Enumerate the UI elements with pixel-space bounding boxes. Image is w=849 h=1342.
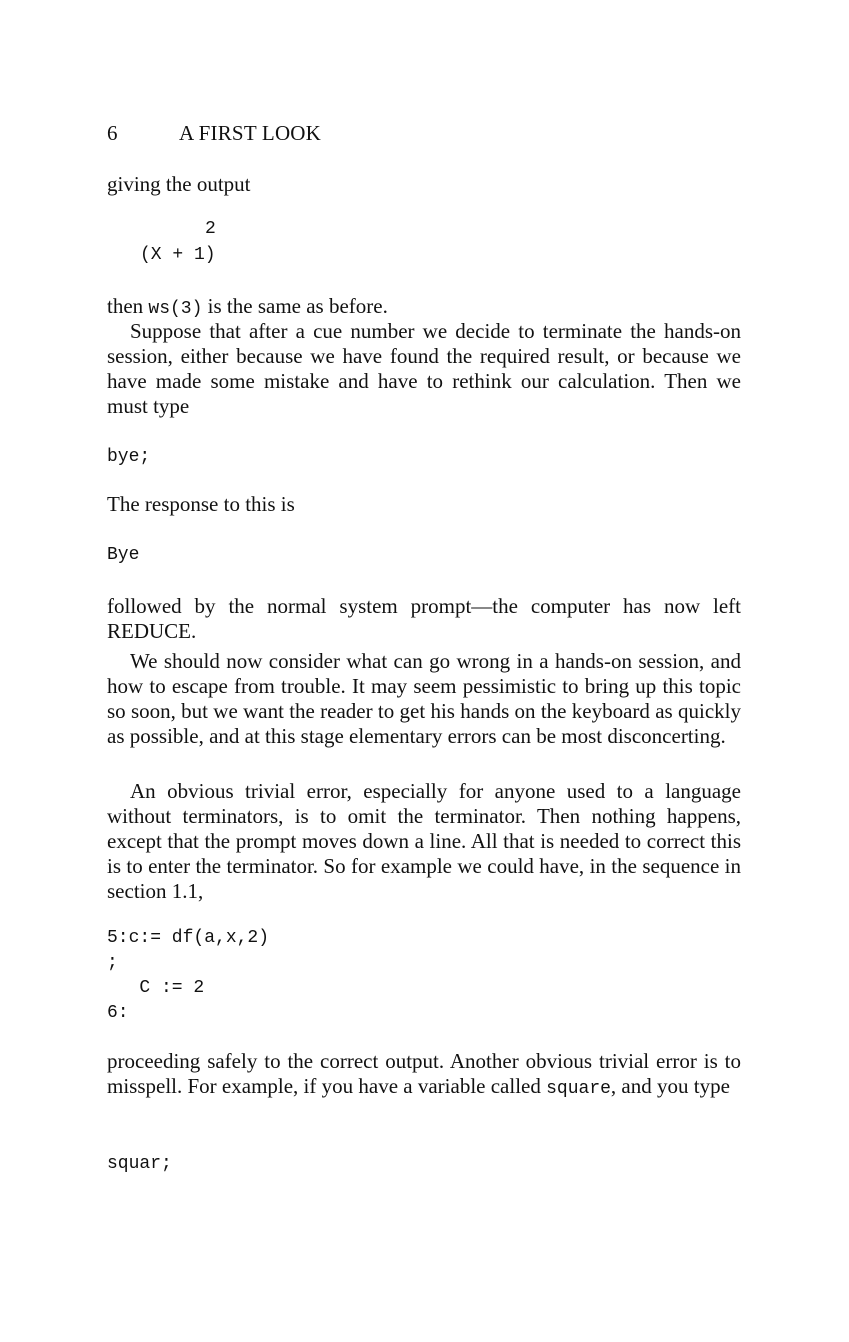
inline-code-ws3: ws(3) xyxy=(148,299,203,319)
inline-code-square: square xyxy=(546,1079,611,1099)
code-squar: squar; xyxy=(107,1154,172,1174)
paragraph-we-should: We should now consider what can go wrong in a hands-on session, and how to escape from trouble. It may seem pessimistic to bring up this topic so soon, but we want the reader to get his hands on the keyboard as quickly as possible, and at this stage elementary errors can be most disconcerting. xyxy=(107,649,741,748)
output-exponent: 2 xyxy=(205,219,216,239)
session-line: ; xyxy=(107,953,118,973)
session-line: 5:c:= df(a,x,2) xyxy=(107,928,270,948)
paragraph-response: The response to this is xyxy=(107,492,295,516)
code-bye-response: Bye xyxy=(107,545,140,565)
paragraph-then xyxy=(107,294,741,322)
paragraph-suppose: Suppose that after a cue number we decide to terminate the hands-on session, either because we have found the required result, or because we have made some mistake and have to rethink our calculation. Then we must type xyxy=(107,319,741,418)
output-expression: (X + 1) xyxy=(140,245,216,265)
proceeding-text-post: , and you type xyxy=(610,1074,730,1098)
paragraph-obvious-error: An obvious trivial error, especially for anyone used to a language without terminators, is to omit the terminator. Then nothing happens, except that the prompt moves down a line. All that is needed to correct this is to enter the terminator. So for example we could have, in the sequence in section 1.1, xyxy=(107,779,741,903)
paragraph-giving-output: giving the output xyxy=(107,172,251,196)
running-title: A FIRST LOOK xyxy=(179,121,322,145)
page-number: 6 xyxy=(107,121,118,145)
then-text-post: is the same as before. xyxy=(202,294,388,318)
session-line: 6: xyxy=(107,1003,129,1023)
proceeding-text-pre: proceeding safely to the correct output. Another obvious trivial error is to misspell. For example, if you have a variable called xyxy=(107,1049,741,1098)
paragraph-followed: followed by the normal system prompt—the computer has now left REDUCE. xyxy=(107,594,741,643)
session-line: C := 2 xyxy=(107,978,205,998)
then-text-pre: then xyxy=(107,294,149,318)
paragraph-proceeding xyxy=(107,1049,741,1102)
code-bye-command: bye; xyxy=(107,447,151,467)
